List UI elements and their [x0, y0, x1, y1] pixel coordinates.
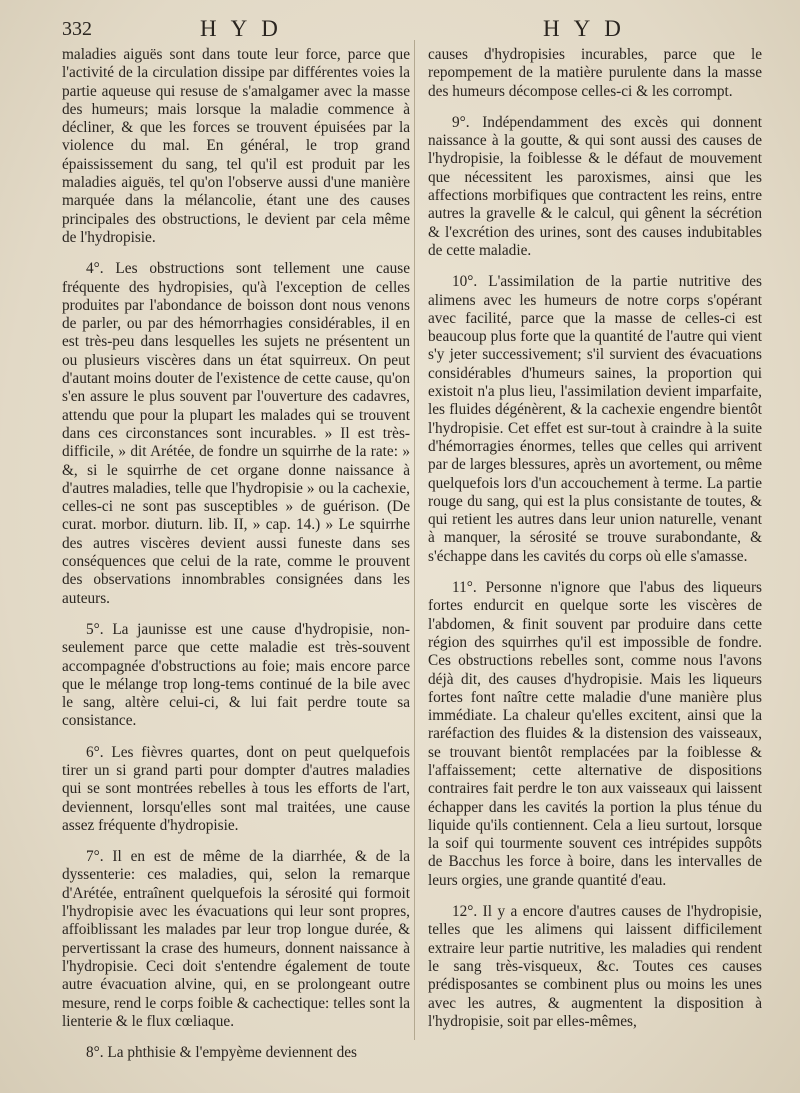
page-number: 332: [62, 18, 92, 40]
paragraph: 11°. Personne n'ignore que l'abus des liqueurs fortes endurcit en quelque sorte les viscères de l'abdomen, & finit souvent par produire dans cette région des squirrhes qu'il est impossible de fondre. Ces obstructions rebelles sont, comme nous l'avons déjà dit, des causes d'hydropisie. Mais les liqueurs fortes font naître cette maladie d'une manière plus immédiate. La chaleur qu'elles excitent, ainsi que la raréfaction des fluides & la distension des vaisseaux, se trouvant bientôt remplacées par la foiblesse & l'affaissement; cette alternative de dispositions contraires fait perdre le ton aux vaisseaux qui laissent échapper dans les cavités la portion la plus ténue du liquide qu'ils contiennent. Cela a lieu surtout, lorsque la soif qui tourmente souvent ces intrépides suppôts de Bacchus les force à boire, dans les intervalles de leurs orgies, une grande quantité d'eau.: [428, 579, 762, 889]
paragraph: 8°. La phthisie & l'empyème deviennent des: [86, 1044, 357, 1062]
running-head-right: HYD: [543, 16, 635, 41]
paragraph: 7°. Il en est de même de la diarrhée, & de la dyssenterie: ces maladies, qui, selon la remarque d'Arétée, entraînent quelquefois la sérosité qui formoit l'hydropisie avec les évacuations qui leur sont propres, affoiblissant les malades par leur trop longue durée, & pervertissant la crase des humeurs, donnent naissance à l'hydropisie. Ceci doit s'entendre également de toute autre évacuation alvine, qui, en se prolongeant outre mesure, rend le corps foible & cachectique: telles sont la lienterie & le flux cœliaque.: [62, 848, 410, 1030]
left-column: [62, 46, 410, 1062]
column-divider: [414, 40, 415, 1040]
paragraph: 5°. La jaunisse est une cause d'hydropisie, non-seulement parce que cette maladie est très-souvent accompagnée d'obstructions au foie; mais encore parce que le mélange trop long-tems continué de la bile avec le sang, altère celui-ci, & lui fait perdre toute sa consistance.: [62, 620, 410, 730]
running-head-left: HYD: [200, 16, 292, 41]
paragraph: causes d'hydropisies incurables, parce que le repompement de la matière purulente dans la masse des humeurs décompose celles-ci & les corrompt.: [428, 46, 762, 100]
paragraph: 4°. Les obstructions sont tellement une cause fréquente des hydropisies, qu'à l'exception de celles produites par l'abondance de boisson dont nous venons de parler, ou par des hémorrhagies considérables, il en est très-peu dans lesquelles les sujets ne présentent un ou plusieurs viscères dans un état squirreux. On peut d'autant moins douter de l'existence de cette cause, qu'on s'en assure le plus souvent par l'ouverture des cadavres, attendu que pour la plupart les malades qui se trouvent dans ces circonstances sont incurables. » Il est très-difficile, » dit Arétée, de fondre un squirrhe de la rate: » &, si le squirrhe de cet organe donne naissance à d'autres maladies, telle que l'hydropisie » ou la cachexie, celles-ci ne sont pas susceptibles » de guérison. (De curat. morbor. diuturn. lib. II, » cap. 14.) » Le squirrhe des autres viscères devient aussi funeste dans ses conséquences que celui de la rate, comme le prouvent des observations innombrables consignées dans les auteurs.: [62, 260, 410, 607]
paragraph: maladies aiguës sont dans toute leur force, parce que l'activité de la circulation dissipe par différentes voies la partie aqueuse qui resuse de s'amalgamer avec la masse des humeurs; mais lorsque la maladie commence à décliner, & que les forces se trouvent épuisées par la violence du mal. En général, le trop grand épaississement du sang, tel qu'il est produit par les maladies aiguës, tel qu'on l'observe aussi d'une manière marquée dans la mélancolie, étant une des causes principales des obstructions, le devient par cela même de l'hydropisie.: [62, 46, 410, 246]
paragraph: 10°. L'assimilation de la partie nutritive des alimens avec les humeurs de notre corps s'opérant avec facilité, parce que la masse de celles-ci est beaucoup plus forte que la quantité de l'autre qui vient s'y jeter successivement; s'il survient des évacuations considérables d'humeurs saines, la proportion qui existoit n'a plus lieu, l'assimilation devient imparfaite, les fluides dégénèrent, & la cachexie engendre bientôt l'hydropisie. Cet effet est sur-tout à craindre à la suite d'hémorragies énormes, telles que celles qui arrivent par de larges blessures, après un avortement, ou même quelquefois lors d'un accouchement à terme. La partie rouge du sang, qui est la plus consistante de toutes, & qui retient les autres dans leur union naturelle, venant à manquer, la sérosité se trouve surabondante, & s'échappe dans les cavités du corps où elle s'amasse.: [428, 273, 762, 565]
paragraph: 6°. Les fièvres quartes, dont on peut quelquefois tirer un si grand parti pour dompter d'autres maladies qui se sont montrées rebelles à tous les efforts de l'art, deviennent, lorsqu'elles sont mal traitées, une cause assez fréquente d'hydropisie.: [62, 743, 410, 834]
paragraph: 12°. Il y a encore d'autres causes de l'hydropisie, telles que les alimens qui laissent difficilement extraire leur partie nutritive, les maladies qui rendent le sang très-visqueux, &c. Toutes ces causes prédisposantes se combinent plus ou moins les unes avec les autres, & augmentent la disposition à l'hydropisie, soit par elles-mêmes,: [428, 903, 762, 1030]
paragraph: 9°. Indépendamment des excès qui donnent naissance à la goutte, & qui sont aussi des causes de l'hydropisie, la foiblesse & le défaut de mouvement que nécessitent les paroxismes, ainsi que les affections morbifiques que contractent les reins, entre autres la gravelle & le calcul, qui gênent la sécrétion & l'excrétion des urines, sont des causes indubitables de cette maladie.: [428, 113, 762, 259]
right-column: [428, 46, 762, 1031]
page-header: [0, 14, 800, 44]
